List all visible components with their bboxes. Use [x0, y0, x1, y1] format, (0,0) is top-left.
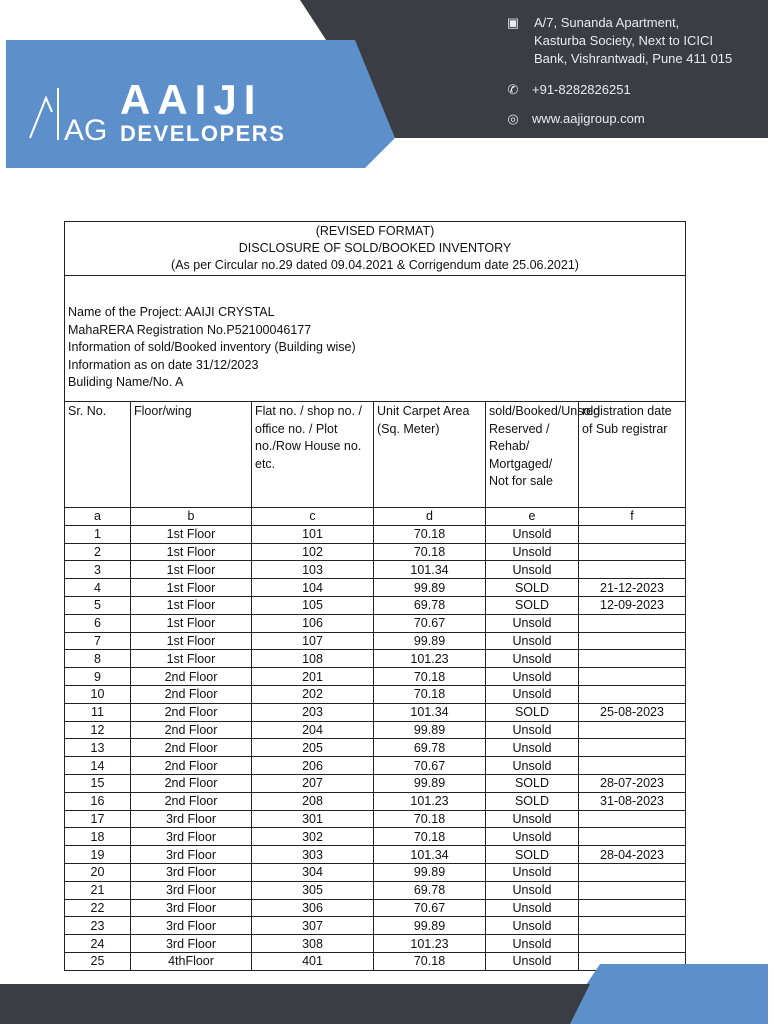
- brand-subtitle: DEVELOPERS: [120, 121, 286, 146]
- letter-cell: b: [131, 508, 252, 526]
- registration-date-cell: [579, 614, 686, 632]
- registration-date-cell: [579, 685, 686, 703]
- flat-no-cell: 107: [252, 632, 374, 650]
- carpet-area-cell: 70.18: [374, 952, 486, 970]
- floor-cell: 1st Floor: [131, 561, 252, 579]
- registration-date-cell: [579, 561, 686, 579]
- status-cell: Unsold: [486, 952, 579, 970]
- carpet-area-cell: 101.34: [374, 846, 486, 864]
- address-line-1: A/7, Sunanda Apartment,: [534, 15, 680, 30]
- rera-registration: MahaRERA Registration No.P52100046177: [68, 322, 312, 337]
- flat-no-cell: 303: [252, 846, 374, 864]
- status-cell: Unsold: [486, 543, 579, 561]
- registration-date-cell: [579, 650, 686, 668]
- status-cell: Unsold: [486, 650, 579, 668]
- sr-no-cell: 15: [65, 774, 131, 792]
- floor-cell: 1st Floor: [131, 614, 252, 632]
- sr-no-cell: 18: [65, 828, 131, 846]
- table-row: [65, 632, 686, 650]
- sr-no-cell: 1: [65, 525, 131, 543]
- table-header-row: [65, 402, 686, 508]
- status-cell: Unsold: [486, 525, 579, 543]
- info-date: Information as on date 31/12/2023: [68, 357, 259, 372]
- sr-no-cell: 10: [65, 685, 131, 703]
- inventory-table: [64, 401, 686, 971]
- registration-date-cell: [579, 543, 686, 561]
- floor-cell: 1st Floor: [131, 525, 252, 543]
- contact-address: [506, 14, 733, 66]
- carpet-area-cell: 69.78: [374, 596, 486, 614]
- floor-cell: 3rd Floor: [131, 935, 252, 953]
- carpet-area-cell: 99.89: [374, 774, 486, 792]
- sr-no-cell: 11: [65, 703, 131, 721]
- flat-no-cell: 301: [252, 810, 374, 828]
- status-cell: Unsold: [486, 828, 579, 846]
- table-row: [65, 721, 686, 739]
- flat-no-cell: 105: [252, 596, 374, 614]
- flat-no-cell: 401: [252, 952, 374, 970]
- carpet-area-cell: 99.89: [374, 632, 486, 650]
- table-row: [65, 739, 686, 757]
- registration-date-cell: [579, 721, 686, 739]
- flat-no-cell: 108: [252, 650, 374, 668]
- status-cell: SOLD: [486, 792, 579, 810]
- website-link[interactable]: www.aajigroup.com: [532, 111, 645, 126]
- sr-no-cell: 9: [65, 668, 131, 686]
- status-cell: Unsold: [486, 614, 579, 632]
- flat-no-cell: 106: [252, 614, 374, 632]
- letter-cell: a: [65, 508, 131, 526]
- floor-cell: 1st Floor: [131, 650, 252, 668]
- floor-cell: 3rd Floor: [131, 846, 252, 864]
- flat-no-cell: 101: [252, 525, 374, 543]
- registration-date-cell: 31-08-2023: [579, 792, 686, 810]
- header-registration-date: registration date of Sub registrar: [579, 402, 686, 508]
- registration-date-cell: [579, 810, 686, 828]
- floor-cell: 1st Floor: [131, 579, 252, 597]
- sr-no-cell: 24: [65, 935, 131, 953]
- carpet-area-cell: 99.89: [374, 579, 486, 597]
- floor-cell: 1st Floor: [131, 543, 252, 561]
- floor-cell: 1st Floor: [131, 632, 252, 650]
- header-status: sold/Booked/Unsold Reserved / Rehab/ Mortgaged/ Not for sale: [486, 402, 579, 508]
- table-row: [65, 525, 686, 543]
- flat-no-cell: 204: [252, 721, 374, 739]
- sr-no-cell: 6: [65, 614, 131, 632]
- sr-no-cell: 13: [65, 739, 131, 757]
- status-cell: Unsold: [486, 935, 579, 953]
- table-row: [65, 543, 686, 561]
- registration-date-cell: [579, 917, 686, 935]
- building-name: Buliding Name/No. A: [68, 375, 184, 390]
- header-sr-no: Sr. No.: [65, 402, 131, 508]
- sr-no-cell: 20: [65, 863, 131, 881]
- table-row: [65, 703, 686, 721]
- status-cell: SOLD: [486, 579, 579, 597]
- registration-date-cell: [579, 632, 686, 650]
- table-row: [65, 917, 686, 935]
- letter-cell: c: [252, 508, 374, 526]
- carpet-area-cell: 70.18: [374, 685, 486, 703]
- registration-date-cell: 21-12-2023: [579, 579, 686, 597]
- registration-date-cell: 28-04-2023: [579, 846, 686, 864]
- table-row: [65, 846, 686, 864]
- registration-date-cell: [579, 525, 686, 543]
- status-cell: Unsold: [486, 757, 579, 775]
- table-row: [65, 881, 686, 899]
- sr-no-cell: 14: [65, 757, 131, 775]
- letter-cell: d: [374, 508, 486, 526]
- phone-icon: ✆: [507, 82, 519, 97]
- sr-no-cell: 25: [65, 952, 131, 970]
- floor-cell: 3rd Floor: [131, 917, 252, 935]
- table-row: [65, 685, 686, 703]
- flat-no-cell: 206: [252, 757, 374, 775]
- floor-cell: 3rd Floor: [131, 881, 252, 899]
- table-row: [65, 792, 686, 810]
- floor-cell: 1st Floor: [131, 596, 252, 614]
- registration-date-cell: [579, 935, 686, 953]
- flat-no-cell: 307: [252, 917, 374, 935]
- floor-cell: 3rd Floor: [131, 899, 252, 917]
- sr-no-cell: 17: [65, 810, 131, 828]
- carpet-area-cell: 99.89: [374, 917, 486, 935]
- carpet-area-cell: 70.67: [374, 757, 486, 775]
- floor-cell: 2nd Floor: [131, 739, 252, 757]
- carpet-area-cell: 99.89: [374, 863, 486, 881]
- header-carpet-area: Unit Carpet Area (Sq. Meter): [374, 402, 486, 508]
- logo-mark: [26, 88, 108, 147]
- registration-date-cell: [579, 899, 686, 917]
- status-cell: Unsold: [486, 721, 579, 739]
- table-row: [65, 757, 686, 775]
- document-title: [65, 222, 685, 276]
- table-row: [65, 579, 686, 597]
- registration-date-cell: [579, 881, 686, 899]
- title-line-2: DISCLOSURE OF SOLD/BOOKED INVENTORY: [238, 241, 512, 255]
- flat-no-cell: 208: [252, 792, 374, 810]
- status-cell: Unsold: [486, 632, 579, 650]
- floor-cell: 2nd Floor: [131, 792, 252, 810]
- status-cell: Unsold: [486, 810, 579, 828]
- sr-no-cell: 22: [65, 899, 131, 917]
- carpet-area-cell: 70.18: [374, 525, 486, 543]
- carpet-area-cell: 70.18: [374, 810, 486, 828]
- flat-no-cell: 306: [252, 899, 374, 917]
- carpet-area-cell: 69.78: [374, 881, 486, 899]
- table-row: [65, 614, 686, 632]
- table-row: [65, 899, 686, 917]
- status-cell: Unsold: [486, 668, 579, 686]
- header-flat-no: Flat no. / shop no. / office no. / Plot no./Row House no. etc.: [252, 402, 374, 508]
- floor-cell: 2nd Floor: [131, 703, 252, 721]
- flat-no-cell: 302: [252, 828, 374, 846]
- floor-cell: 3rd Floor: [131, 863, 252, 881]
- address-line-2: Kasturba Society, Next to ICICI: [534, 33, 713, 48]
- flat-no-cell: 104: [252, 579, 374, 597]
- title-line-1: (REVISED FORMAT): [315, 224, 435, 238]
- sr-no-cell: 3: [65, 561, 131, 579]
- floor-cell: 2nd Floor: [131, 774, 252, 792]
- table-row: [65, 561, 686, 579]
- carpet-area-cell: 101.34: [374, 703, 486, 721]
- registration-date-cell: 28-07-2023: [579, 774, 686, 792]
- letter-cell: e: [486, 508, 579, 526]
- carpet-area-cell: 70.18: [374, 828, 486, 846]
- floor-cell: 2nd Floor: [131, 668, 252, 686]
- registration-date-cell: [579, 739, 686, 757]
- contact-phone: [506, 82, 631, 98]
- floor-cell: 4thFloor: [131, 952, 252, 970]
- inventory-info: Information of sold/Booked inventory (Building wise): [68, 340, 356, 355]
- sr-no-cell: 23: [65, 917, 131, 935]
- sr-no-cell: 5: [65, 596, 131, 614]
- contact-website: [506, 111, 645, 127]
- globe-icon: ◎: [507, 111, 519, 126]
- letter-cell: f: [579, 508, 686, 526]
- flat-no-cell: 207: [252, 774, 374, 792]
- carpet-area-cell: 101.23: [374, 792, 486, 810]
- table-row: [65, 952, 686, 970]
- building-icon: ▣: [506, 15, 520, 30]
- table-row: [65, 596, 686, 614]
- sr-no-cell: 2: [65, 543, 131, 561]
- sr-no-cell: 12: [65, 721, 131, 739]
- sr-no-cell: 21: [65, 881, 131, 899]
- floor-cell: 3rd Floor: [131, 810, 252, 828]
- status-cell: Unsold: [486, 917, 579, 935]
- sr-no-cell: 7: [65, 632, 131, 650]
- flat-no-cell: 205: [252, 739, 374, 757]
- status-cell: Unsold: [486, 881, 579, 899]
- flat-no-cell: 305: [252, 881, 374, 899]
- registration-date-cell: [579, 757, 686, 775]
- header-floor: Floor/wing: [131, 402, 252, 508]
- title-line-3: (As per Circular no.29 dated 09.04.2021 & Corrigendum date 25.06.2021): [171, 258, 579, 272]
- registration-date-cell: [579, 863, 686, 881]
- carpet-area-cell: 70.18: [374, 543, 486, 561]
- flat-no-cell: 308: [252, 935, 374, 953]
- carpet-area-cell: 101.34: [374, 561, 486, 579]
- sr-no-cell: 4: [65, 579, 131, 597]
- logo-letters: AG: [64, 114, 108, 147]
- status-cell: SOLD: [486, 703, 579, 721]
- registration-date-cell: [579, 668, 686, 686]
- flat-no-cell: 203: [252, 703, 374, 721]
- status-cell: Unsold: [486, 739, 579, 757]
- project-name: Name of the Project: AAIJI CRYSTAL: [68, 305, 275, 319]
- carpet-area-cell: 70.67: [374, 614, 486, 632]
- status-cell: Unsold: [486, 685, 579, 703]
- table-row: [65, 650, 686, 668]
- document-frame: [64, 221, 686, 402]
- flat-no-cell: 103: [252, 561, 374, 579]
- status-cell: SOLD: [486, 846, 579, 864]
- flat-no-cell: 202: [252, 685, 374, 703]
- registration-date-cell: 25-08-2023: [579, 703, 686, 721]
- address-line-3: Bank, Vishrantwadi, Pune 411 015: [534, 51, 733, 66]
- carpet-area-cell: 101.23: [374, 935, 486, 953]
- floor-cell: 2nd Floor: [131, 721, 252, 739]
- table-row: [65, 774, 686, 792]
- flat-no-cell: 201: [252, 668, 374, 686]
- table-row: [65, 863, 686, 881]
- sr-no-cell: 19: [65, 846, 131, 864]
- floor-cell: 2nd Floor: [131, 685, 252, 703]
- floor-cell: 3rd Floor: [131, 828, 252, 846]
- flat-no-cell: 304: [252, 863, 374, 881]
- floor-cell: 2nd Floor: [131, 757, 252, 775]
- status-cell: SOLD: [486, 774, 579, 792]
- sr-no-cell: 8: [65, 650, 131, 668]
- project-info: [68, 304, 356, 392]
- sr-no-cell: 16: [65, 792, 131, 810]
- registration-date-cell: 12-09-2023: [579, 596, 686, 614]
- status-cell: SOLD: [486, 596, 579, 614]
- table-row: [65, 810, 686, 828]
- carpet-area-cell: 101.23: [374, 650, 486, 668]
- status-cell: Unsold: [486, 899, 579, 917]
- status-cell: Unsold: [486, 561, 579, 579]
- phone-number: +91-8282826251: [532, 82, 631, 97]
- carpet-area-cell: 99.89: [374, 721, 486, 739]
- status-cell: Unsold: [486, 863, 579, 881]
- table-letter-row: [65, 508, 686, 526]
- table-row: [65, 828, 686, 846]
- registration-date-cell: [579, 828, 686, 846]
- carpet-area-cell: 69.78: [374, 739, 486, 757]
- carpet-area-cell: 70.67: [374, 899, 486, 917]
- flat-no-cell: 102: [252, 543, 374, 561]
- table-row: [65, 668, 686, 686]
- table-row: [65, 935, 686, 953]
- carpet-area-cell: 70.18: [374, 668, 486, 686]
- brand-name: AAIJI: [120, 76, 263, 123]
